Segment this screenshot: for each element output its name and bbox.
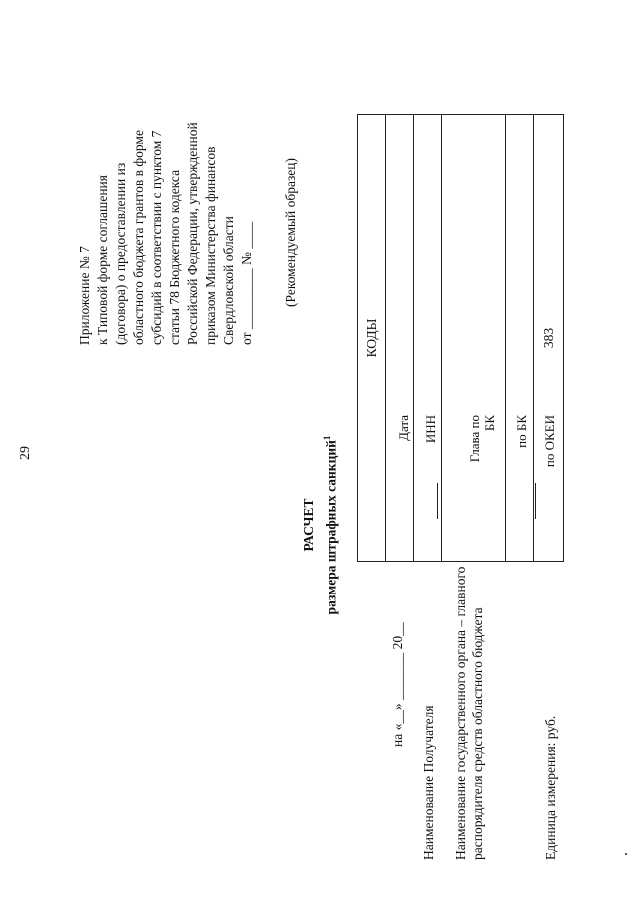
unit-label: Единица измерения: руб. — [543, 715, 558, 860]
codes-cell-by-bk — [506, 115, 534, 562]
recipient-name-label: Наименование Получателя — [421, 705, 436, 860]
appendix-line: статьи 78 Бюджетного кодекса — [167, 169, 182, 345]
appendix-block — [76, 45, 256, 345]
row-label-inn: ИНН — [423, 415, 438, 444]
document-title — [300, 395, 341, 655]
appendix-line: (договора) о предоставлении из — [113, 162, 128, 345]
row-label-by-okei: по ОКЕИ — [542, 415, 557, 468]
footnote-mark: 1 — [322, 435, 332, 441]
codes-cell-date — [386, 115, 414, 562]
date-line: на «__» _______ 20__ — [390, 622, 405, 747]
appendix-line: приказом Министерства финансов — [203, 146, 218, 345]
appendix-line: областного бюджета грантов в форме — [131, 130, 146, 345]
sample-note: (Рекомендуемый образец) — [283, 158, 298, 307]
page-mark — [625, 853, 627, 855]
appendix-line: Свердловской области — [221, 216, 236, 345]
appendix-line: к Типовой форме соглашения — [95, 175, 110, 345]
page-number: 29 — [18, 446, 33, 460]
row-label-by-bk: по БК — [514, 415, 529, 448]
appendix-line: субсидий в соответствии с пунктом 7 — [149, 130, 164, 345]
codes-table — [357, 114, 564, 562]
codes-cell-chapter-bk — [442, 115, 506, 562]
title-text: размера штрафных санкций — [323, 440, 339, 615]
codes-header: КОДЫ — [358, 115, 386, 562]
appendix-line: от _________ № ____ — [239, 221, 254, 345]
appendix-line: Российской Федерации, утвержденной — [185, 122, 200, 345]
title-line-1: РАСЧЕТ — [301, 498, 316, 552]
row-label-chapter-bk: Глава по БК — [467, 415, 497, 463]
authority-name-label: Наименование государственного органа – главного распорядителя средств областного бюджета — [453, 566, 485, 860]
codes-cell-inn — [414, 115, 442, 562]
appendix-line: Приложение № 7 — [77, 246, 92, 345]
title-line-2 — [318, 395, 341, 655]
row-label-date: Дата — [396, 415, 411, 441]
codes-cell-okei: 383 — [534, 115, 564, 562]
